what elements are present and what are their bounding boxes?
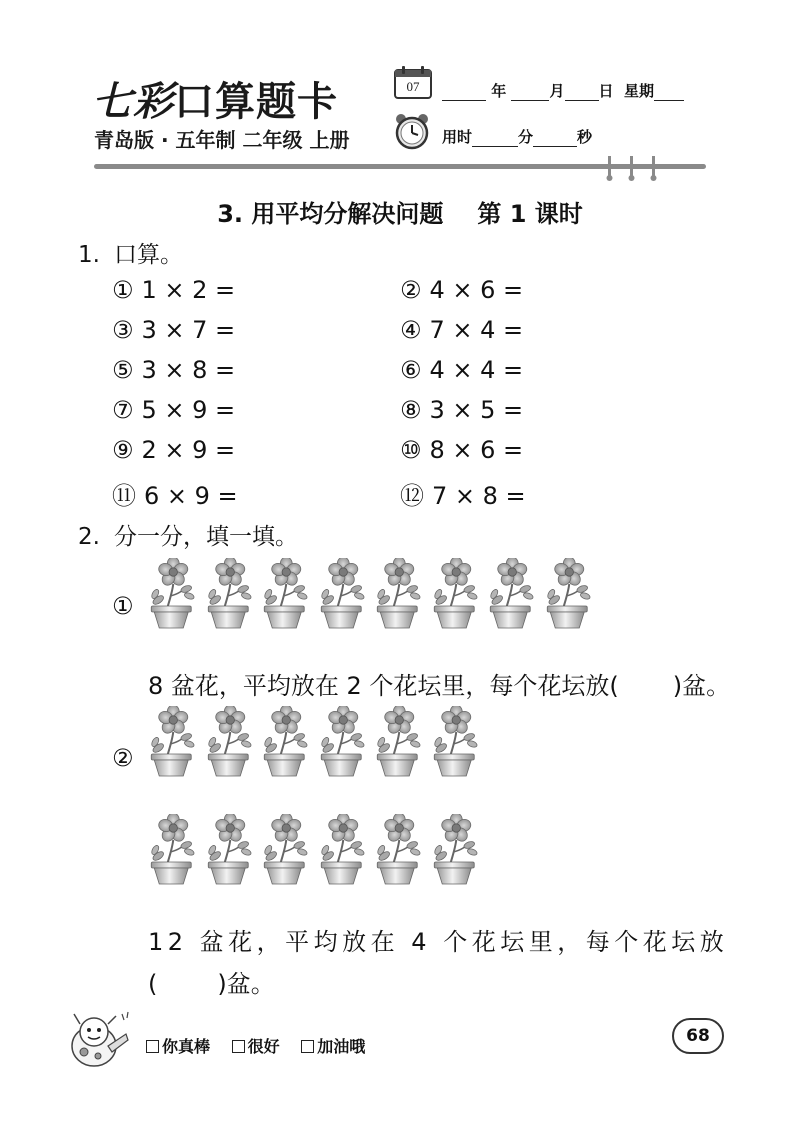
math-problem [400,396,523,424]
date-line [442,80,684,101]
problem-expression: 5 × 9 = [141,396,236,424]
minutes-label: 分 [518,128,534,146]
flower-pot-icon [202,814,259,886]
part-1-unit: )盆。 [672,672,731,700]
problem-number: ⑤ [112,356,134,384]
page-number: 68 [672,1018,724,1054]
flower-row-1 [145,558,597,630]
flower-pot-icon [145,814,202,886]
binder-rings-icon [600,154,680,184]
question-number: 2. [78,524,100,550]
flower-pot-icon [258,558,315,630]
flower-pot-icon [315,814,372,886]
calendar-day: 07 [406,79,420,94]
problem-number: ⑥ [400,356,422,384]
part-1-text: 8 盆花，平均放在 2 个花坛里，每个花坛放( [148,672,619,700]
flower-pot-icon [258,814,315,886]
question-1-heading [78,236,183,269]
flower-pot-icon [145,706,202,778]
math-problem [112,316,235,344]
option-label: 你真棒 [162,1037,211,1056]
problem-number: ① [112,276,134,304]
year-blank[interactable] [442,85,486,101]
flower-pot-icon [145,558,202,630]
option-great[interactable] [146,1037,210,1056]
problem-expression: 3 × 8 = [141,356,236,384]
minutes-blank[interactable] [472,131,518,147]
flower-pot-icon [315,706,372,778]
checkbox[interactable] [232,1040,245,1053]
lesson-period: 第 1 课时 [477,200,583,228]
option-label: 加油哦 [317,1037,366,1056]
flower-pot-icon [371,706,428,778]
problem-expression: 1 × 2 = [141,276,236,304]
problem-expression: 7 × 8 = [432,482,526,510]
problem-expression: 6 × 9 = [144,482,238,510]
flower-pot-icon [428,558,485,630]
part-1-mark: ① [112,592,134,620]
problem-number: ⑪ [112,482,136,510]
problem-number: ② [400,276,422,304]
problem-number: ⑧ [400,396,422,424]
question-prompt: 口算。 [113,242,183,268]
day-blank[interactable] [565,85,599,101]
time-label: 用时 [442,128,473,146]
option-good[interactable] [232,1037,280,1056]
problem-number: ⑦ [112,396,134,424]
seconds-label: 秒 [577,128,593,146]
alarm-clock-icon [393,112,431,150]
part-1-statement [148,666,730,701]
flower-pot-icon [371,558,428,630]
brand-title [92,70,338,127]
problem-number: ⑨ [112,436,134,464]
flower-pot-icon [484,558,541,630]
flower-pot-icon [258,706,315,778]
lesson-title [0,194,800,229]
math-problem [112,436,235,464]
problem-number: ⑫ [400,482,424,510]
weekday-blank[interactable] [654,85,684,101]
question-prompt: 分一分，填一填。 [113,524,298,550]
self-evaluation [146,1034,381,1057]
brand-main: 口算题卡 [174,78,338,125]
math-problem [112,396,235,424]
math-problem [112,476,238,511]
problem-expression: 3 × 7 = [141,316,236,344]
open-paren: ( [148,970,158,998]
part-2-mark: ② [112,744,134,772]
problem-expression: 4 × 6 = [429,276,524,304]
flower-row-3 [145,814,484,886]
seconds-blank[interactable] [533,131,577,147]
math-problem [400,276,523,304]
math-problem [112,356,235,384]
question-number: 1. [78,242,100,268]
math-problem [400,356,523,384]
math-problem [112,276,235,304]
flower-pot-icon [428,814,485,886]
flower-row-2 [145,706,484,778]
mascot-illustration [64,1006,134,1072]
problem-expression: 4 × 4 = [429,356,524,384]
problem-number: ③ [112,316,134,344]
option-keep-going[interactable] [301,1037,365,1056]
time-line [442,126,592,147]
flower-pot-icon [428,706,485,778]
weekday-label: 星期 [623,82,654,100]
option-label: 很好 [247,1037,280,1056]
day-label: 日 [598,82,614,100]
flower-pot-icon [371,814,428,886]
problem-expression: 8 × 6 = [429,436,524,464]
edition-label: 青岛版 · 五年制 二年级 上册 [94,128,350,152]
problem-number: ④ [400,316,422,344]
lesson-name: 3. 用平均分解决问题 [217,200,444,228]
flower-pot-icon [315,558,372,630]
math-problem [400,476,526,511]
month-label: 月 [549,82,565,100]
question-2-heading [78,518,298,551]
year-label: 年 [491,82,507,100]
checkbox[interactable] [146,1040,159,1053]
month-blank[interactable] [511,85,549,101]
calendar-icon [393,64,433,100]
math-problem [400,316,523,344]
math-problem [400,436,523,464]
flower-pot-icon [541,558,598,630]
problem-expression: 7 × 4 = [429,316,524,344]
part-2-unit: )盆。 [217,970,275,998]
flower-pot-icon [202,558,259,630]
problem-number: ⑩ [400,436,422,464]
checkbox[interactable] [301,1040,314,1053]
part-2-statement: 12 盆花，平均放在 4 个花坛里，每个花坛放 [148,928,729,956]
part-2-statement-line2 [148,964,275,999]
problem-expression: 2 × 9 = [141,436,236,464]
brand-prefix: 七彩 [92,78,174,125]
problem-expression: 3 × 5 = [429,396,524,424]
flower-pot-icon [202,706,259,778]
